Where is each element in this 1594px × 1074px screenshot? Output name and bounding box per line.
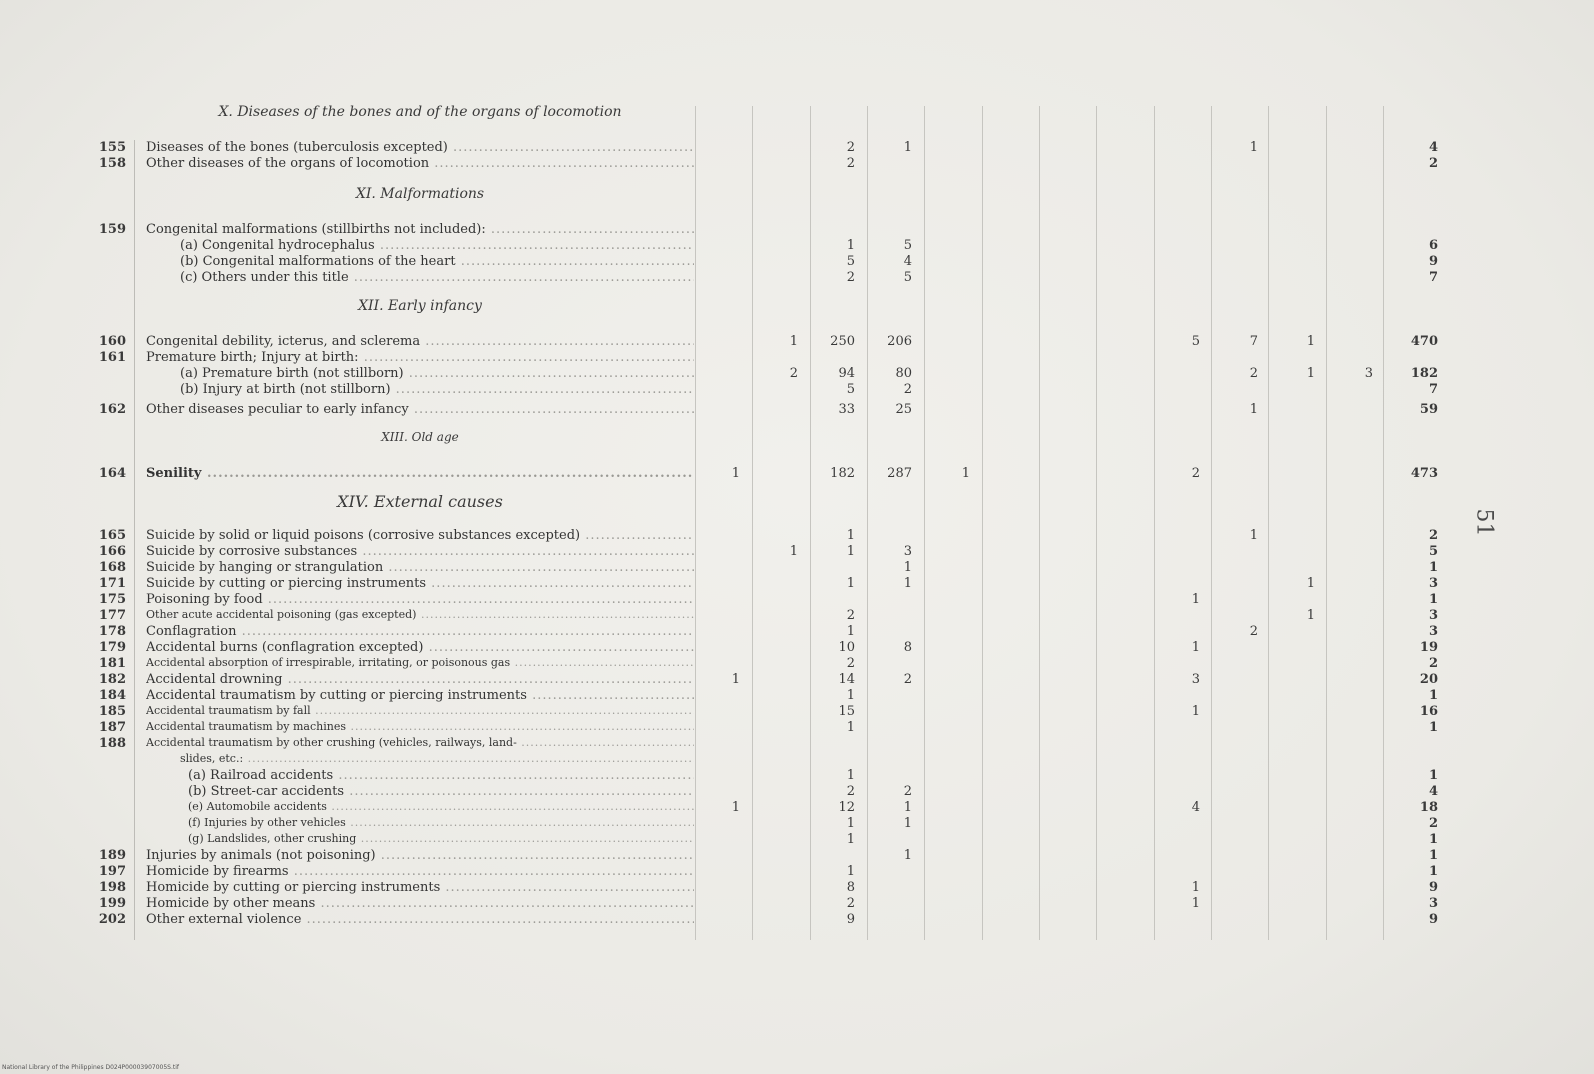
- table-row: [0, 640, 1594, 656]
- count-cell: 5: [903, 270, 912, 285]
- count-cell: 4: [903, 254, 912, 269]
- total-cell: 1: [1428, 848, 1438, 863]
- table-row: [0, 624, 1594, 640]
- count-cell: 2: [903, 784, 912, 799]
- total-cell: 1: [1428, 592, 1438, 607]
- table-row: [0, 238, 1594, 254]
- count-cell: 5: [1191, 334, 1200, 349]
- count-cell: 3: [1191, 672, 1200, 687]
- count-cell: 3: [903, 544, 912, 559]
- cause-label: (b) Injury at birth (not stillborn) .....: [180, 382, 694, 398]
- scan-footer: National Library of the Philippines D024P00003907005S.tif: [2, 1064, 180, 1071]
- count-cell: 1: [1191, 704, 1200, 719]
- count-cell: 2: [846, 156, 855, 171]
- cause-number: 187: [98, 720, 126, 735]
- table-row: [0, 912, 1594, 928]
- count-cell: 1: [846, 832, 855, 847]
- total-cell: 6: [1428, 238, 1438, 253]
- count-cell: 33: [838, 402, 855, 417]
- cause-label: Accidental traumatism by fall .....: [146, 704, 694, 720]
- count-cell: 1: [903, 816, 912, 831]
- table-row: [0, 270, 1594, 286]
- cause-number: 175: [98, 592, 126, 607]
- total-cell: 19: [1419, 640, 1438, 655]
- total-cell: 7: [1428, 270, 1438, 285]
- cause-number: 182: [98, 672, 126, 687]
- section-heading-early-infancy: XII. Early infancy: [358, 298, 482, 314]
- count-cell: 4: [1191, 800, 1200, 815]
- total-cell: 3: [1428, 576, 1438, 591]
- cause-label: Suicide by hanging or strangulation .....: [146, 560, 694, 576]
- table-row: [0, 544, 1594, 560]
- cause-label: Congenital debility, icterus, and sclerema .....: [146, 334, 694, 350]
- cause-number: 197: [98, 864, 126, 879]
- total-cell: 18: [1419, 800, 1438, 815]
- cause-label: Suicide by solid or liquid poisons (corrosive substances excepted) .....: [146, 528, 694, 544]
- cause-label: Poisoning by food .....: [146, 592, 694, 608]
- total-cell: 3: [1428, 624, 1438, 639]
- cause-label: Suicide by cutting or piercing instruments .....: [146, 576, 694, 592]
- cause-number: 198: [98, 880, 126, 895]
- count-cell: 206: [887, 334, 912, 349]
- table-row: [0, 560, 1594, 576]
- cause-label: (g) Landslides, other crushing .....: [188, 832, 694, 848]
- total-cell: 9: [1428, 254, 1438, 269]
- count-cell: 1: [1191, 592, 1200, 607]
- table-row: [0, 382, 1594, 398]
- count-cell: 1: [846, 768, 855, 783]
- table-row: [0, 752, 1594, 768]
- table-row: [0, 254, 1594, 270]
- count-cell: 1: [903, 560, 912, 575]
- count-cell: 2: [846, 270, 855, 285]
- count-cell: 2: [1249, 624, 1258, 639]
- count-cell: 1: [789, 544, 798, 559]
- table-row: [0, 704, 1594, 720]
- count-cell: 1: [846, 238, 855, 253]
- table-row: [0, 576, 1594, 592]
- table-row: [0, 140, 1594, 156]
- cause-label: (f) Injuries by other vehicles .....: [188, 816, 694, 832]
- total-cell: 1: [1428, 768, 1438, 783]
- total-cell: 59: [1419, 402, 1438, 417]
- cause-number: 199: [98, 896, 126, 911]
- count-cell: 1: [731, 800, 740, 815]
- count-cell: 3: [1364, 366, 1373, 381]
- total-cell: 7: [1428, 382, 1438, 397]
- page-number: 51: [1471, 508, 1497, 537]
- count-cell: 1: [1306, 366, 1315, 381]
- total-cell: 20: [1419, 672, 1438, 687]
- table-row: [0, 848, 1594, 864]
- total-cell: 1: [1428, 720, 1438, 735]
- cause-label: Diseases of the bones (tuberculosis excepted) .....: [146, 140, 694, 156]
- table-row: [0, 832, 1594, 848]
- count-cell: 94: [838, 366, 855, 381]
- section-heading-old-age: XIII. Old age: [381, 430, 459, 444]
- cause-number: 162: [98, 402, 126, 417]
- count-cell: 1: [1191, 880, 1200, 895]
- count-cell: 1: [903, 576, 912, 591]
- count-cell: 1: [903, 140, 912, 155]
- section-heading-external-causes: XIV. External causes: [337, 492, 503, 511]
- cause-label: (e) Automobile accidents .....: [188, 800, 694, 816]
- cause-label: (a) Premature birth (not stillborn) .....: [180, 366, 694, 382]
- count-cell: 1: [731, 466, 740, 481]
- cause-label: slides, etc.: .....: [180, 752, 694, 768]
- cause-label: Senility .....: [146, 466, 694, 482]
- count-cell: 1: [1306, 334, 1315, 349]
- table-row: [0, 402, 1594, 418]
- table-row: [0, 800, 1594, 816]
- table-row: [0, 592, 1594, 608]
- table-row: [0, 608, 1594, 624]
- cause-number: 188: [98, 736, 126, 751]
- table-row: [0, 784, 1594, 800]
- count-cell: 287: [887, 466, 912, 481]
- count-cell: 1: [1306, 576, 1315, 591]
- cause-label: Homicide by cutting or piercing instruments .....: [146, 880, 694, 896]
- count-cell: 25: [895, 402, 912, 417]
- count-cell: 2: [846, 140, 855, 155]
- total-cell: 4: [1428, 140, 1438, 155]
- count-cell: 1: [1249, 402, 1258, 417]
- cause-number: 178: [98, 624, 126, 639]
- cause-number: 179: [98, 640, 126, 655]
- table-row: [0, 156, 1594, 172]
- count-cell: 9: [846, 912, 855, 927]
- cause-number: 202: [98, 912, 126, 927]
- count-cell: 1: [1191, 640, 1200, 655]
- total-cell: 1: [1428, 864, 1438, 879]
- count-cell: 8: [846, 880, 855, 895]
- count-cell: 1: [1306, 608, 1315, 623]
- cause-label: Accidental absorption of irrespirable, irritating, or poisonous gas .....: [146, 656, 694, 672]
- table-row: [0, 466, 1594, 482]
- count-cell: 1: [903, 848, 912, 863]
- total-cell: 4: [1428, 784, 1438, 799]
- count-cell: 250: [830, 334, 855, 349]
- table-row: [0, 222, 1594, 238]
- table-row: [0, 880, 1594, 896]
- cause-number: 160: [98, 334, 126, 349]
- total-cell: 5: [1428, 544, 1438, 559]
- count-cell: 7: [1249, 334, 1258, 349]
- total-cell: 2: [1428, 156, 1438, 171]
- cause-number: 177: [98, 608, 126, 623]
- cause-label: (a) Congenital hydrocephalus .....: [180, 238, 694, 254]
- table-row: [0, 528, 1594, 544]
- cause-label: Other acute accidental poisoning (gas excepted) .....: [146, 608, 694, 624]
- count-cell: 1: [846, 624, 855, 639]
- total-cell: 182: [1410, 366, 1438, 381]
- section-heading-bones: X. Diseases of the bones and of the organs of locomotion: [218, 104, 622, 120]
- cause-number: 165: [98, 528, 126, 543]
- total-cell: 3: [1428, 608, 1438, 623]
- cause-label: Homicide by firearms .....: [146, 864, 694, 880]
- cause-number: 166: [98, 544, 126, 559]
- table-row: [0, 672, 1594, 688]
- total-cell: 1: [1428, 832, 1438, 847]
- table-row: [0, 688, 1594, 704]
- cause-label: Other external violence .....: [146, 912, 694, 928]
- count-cell: 1: [846, 528, 855, 543]
- count-cell: 1: [1249, 528, 1258, 543]
- count-cell: 2: [789, 366, 798, 381]
- total-cell: 473: [1410, 466, 1438, 481]
- count-cell: 2: [846, 896, 855, 911]
- cause-number: 168: [98, 560, 126, 575]
- table-row: [0, 350, 1594, 366]
- section-heading-malformations: XI. Malformations: [355, 186, 485, 202]
- cause-label: Other diseases peculiar to early infancy .....: [146, 402, 694, 418]
- table-row: [0, 768, 1594, 784]
- cause-label: (c) Others under this title .....: [180, 270, 694, 286]
- count-cell: 1: [846, 688, 855, 703]
- table-row: [0, 334, 1594, 350]
- total-cell: 9: [1428, 912, 1438, 927]
- count-cell: 2: [903, 672, 912, 687]
- cause-label: Premature birth; Injury at birth: .....: [146, 350, 694, 366]
- count-cell: 5: [846, 382, 855, 397]
- count-cell: 80: [895, 366, 912, 381]
- cause-label: (b) Street-car accidents .....: [188, 784, 694, 800]
- count-cell: 1: [846, 576, 855, 591]
- table-row: [0, 864, 1594, 880]
- cause-number: 189: [98, 848, 126, 863]
- cause-label: Suicide by corrosive substances .....: [146, 544, 694, 560]
- table-row: [0, 656, 1594, 672]
- count-cell: 2: [903, 382, 912, 397]
- count-cell: 1: [846, 864, 855, 879]
- count-cell: 8: [903, 640, 912, 655]
- table-row: [0, 366, 1594, 382]
- cause-label: Accidental burns (conflagration excepted) .....: [146, 640, 694, 656]
- cause-number: 164: [98, 466, 126, 481]
- cause-label: Other diseases of the organs of locomotion .....: [146, 156, 694, 172]
- count-cell: 2: [846, 608, 855, 623]
- count-cell: 2: [1191, 466, 1200, 481]
- total-cell: 16: [1419, 704, 1438, 719]
- cause-number: 159: [98, 222, 126, 237]
- total-cell: 9: [1428, 880, 1438, 895]
- count-cell: 2: [846, 784, 855, 799]
- cause-number: 184: [98, 688, 126, 703]
- count-cell: 14: [838, 672, 855, 687]
- table-row: [0, 816, 1594, 832]
- total-cell: 2: [1428, 528, 1438, 543]
- count-cell: 1: [846, 816, 855, 831]
- cause-number: 158: [98, 156, 126, 171]
- cause-label: Conflagration .....: [146, 624, 694, 640]
- cause-number: 181: [98, 656, 126, 671]
- cause-label: Homicide by other means .....: [146, 896, 694, 912]
- total-cell: 1: [1428, 560, 1438, 575]
- cause-label: Congenital malformations (stillbirths not included): .....: [146, 222, 694, 238]
- cause-number: 161: [98, 350, 126, 365]
- count-cell: 12: [838, 800, 855, 815]
- count-cell: 1: [1191, 896, 1200, 911]
- cause-label: (b) Congenital malformations of the heart .....: [180, 254, 694, 270]
- count-cell: 5: [903, 238, 912, 253]
- table-row: [0, 736, 1594, 752]
- count-cell: 1: [846, 544, 855, 559]
- table-row: [0, 896, 1594, 912]
- total-cell: 2: [1428, 656, 1438, 671]
- count-cell: 2: [1249, 366, 1258, 381]
- cause-label: (a) Railroad accidents .....: [188, 768, 694, 784]
- cause-label: Accidental traumatism by other crushing (vehicles, railways, land- .....: [146, 736, 694, 752]
- cause-label: Injuries by animals (not poisoning) .....: [146, 848, 694, 864]
- count-cell: 182: [830, 466, 855, 481]
- count-cell: 5: [846, 254, 855, 269]
- count-cell: 2: [846, 656, 855, 671]
- total-cell: 3: [1428, 896, 1438, 911]
- count-cell: 1: [961, 466, 970, 481]
- total-cell: 1: [1428, 688, 1438, 703]
- total-cell: 2: [1428, 816, 1438, 831]
- cause-number: 185: [98, 704, 126, 719]
- count-cell: 1: [903, 800, 912, 815]
- cause-number: 155: [98, 140, 126, 155]
- count-cell: 10: [838, 640, 855, 655]
- cause-label: Accidental drowning .....: [146, 672, 694, 688]
- count-cell: 15: [838, 704, 855, 719]
- count-cell: 1: [846, 720, 855, 735]
- table-row: [0, 720, 1594, 736]
- count-cell: 1: [731, 672, 740, 687]
- cause-number: 171: [98, 576, 126, 591]
- count-cell: 1: [789, 334, 798, 349]
- cause-label: Accidental traumatism by machines .....: [146, 720, 694, 736]
- cause-label: Accidental traumatism by cutting or piercing instruments .....: [146, 688, 694, 704]
- total-cell: 470: [1410, 334, 1438, 349]
- count-cell: 1: [1249, 140, 1258, 155]
